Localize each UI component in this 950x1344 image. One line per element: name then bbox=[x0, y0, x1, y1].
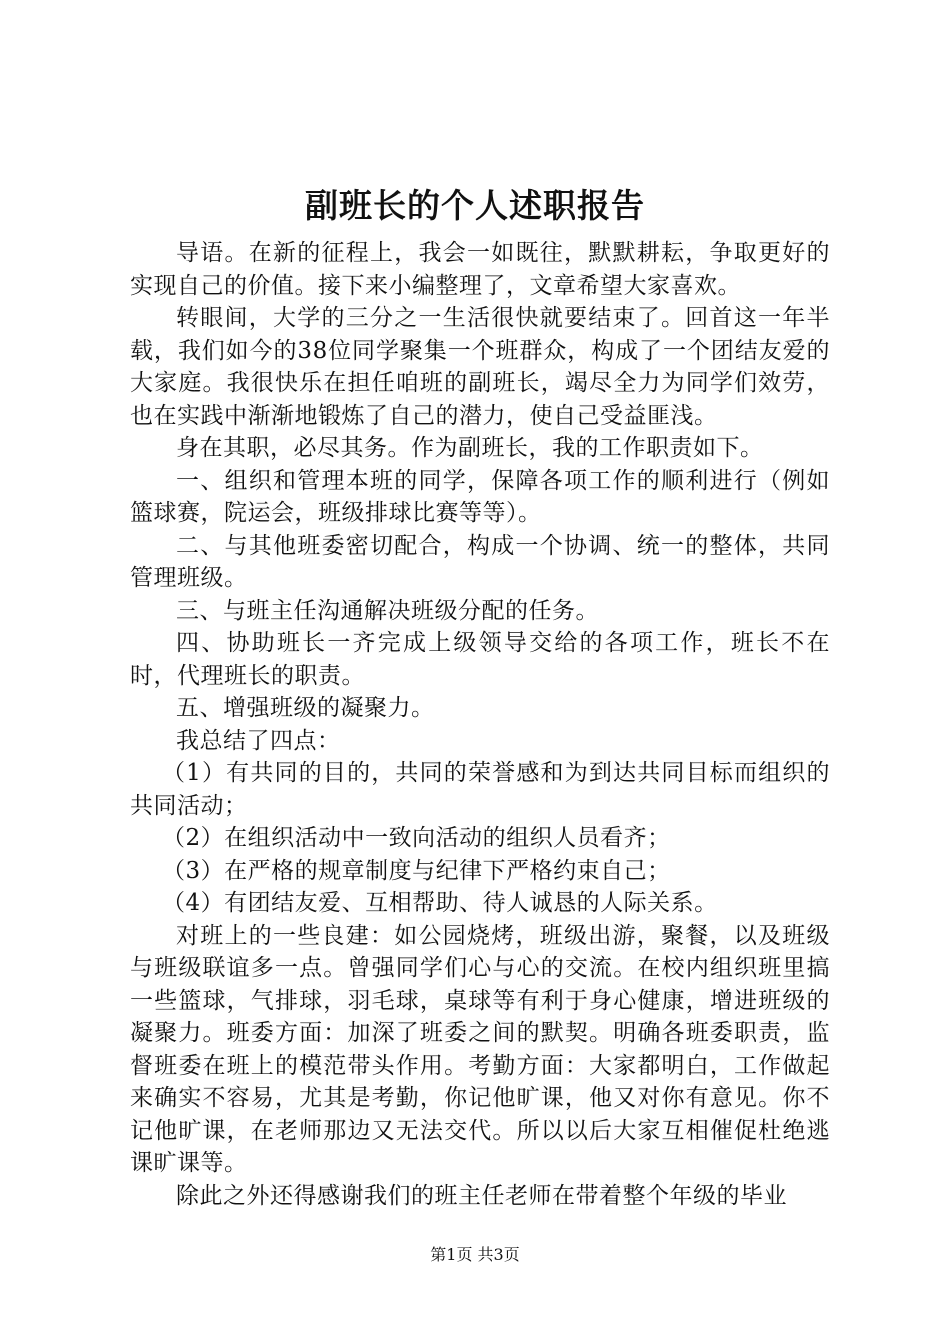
summary-point: （2）在组织活动中一致向活动的组织人员看齐； bbox=[162, 825, 671, 851]
page-title: 副班长的个人述职报告 bbox=[305, 186, 645, 225]
paragraph: 对班上的一些良建：如公园烧烤，班级出游，聚餐，以及班级与班级联谊多一点。曾强同学们心与心的交流。在校内组织班里搞一些篮球，气排球，羽毛球，桌球等有利于身心健康，增进班级的凝聚力。班委方面：加深了班委之间的默契。明确各班委职责，监督班委在班上的模范带头作用。考勤方面：大家都明白，工作做起来确实不容易，尤其是考勤，你记他旷课，他又对你有意见。你不记他旷课，在老师那边又无法交代。所以以后大家互相催促杜绝逃课旷课等。 bbox=[130, 922, 830, 1176]
paragraph: 身在其职，必尽其务。作为副班长，我的工作职责如下。 bbox=[176, 435, 764, 461]
paragraph: 除此之外还得感谢我们的班主任老师在带着整个年级的毕业 bbox=[176, 1182, 787, 1209]
paragraph-intro: 导语。在新的征程上，我会一如既往，默默耕耘，争取更好的实现自己的价值。接下来小编整理了，文章希望大家喜欢。 bbox=[130, 240, 830, 299]
duty-item: 四、协助班长一齐完成上级领导交给的各项工作，班长不在时，代理班长的职责。 bbox=[130, 630, 830, 689]
paragraph: 转眼间，大学的三分之一生活很快就要结束了。回首这一年半载，我们如今的38位同学聚集一个班群众，构成了一个团结友爱的大家庭。我很快乐在担任咱班的副班长，竭尽全力为同学们效劳，也在实践中渐渐地锻炼了自己的潜力，使自己受益匪浅。 bbox=[130, 305, 830, 429]
summary-point: （4）有团结友爱、互相帮助、待人诚恳的人际关系。 bbox=[162, 890, 718, 916]
duty-item: 二、与其他班委密切配合，构成一个协调、统一的整体，共同管理班级。 bbox=[130, 532, 830, 591]
duty-item: 一、组织和管理本班的同学，保障各项工作的顺利进行（例如篮球赛，院运会，班级排球比赛等等）。 bbox=[130, 467, 830, 526]
page-number: 第1页 共3页 bbox=[430, 1245, 520, 1264]
duty-item: 五、增强班级的凝聚力。 bbox=[176, 695, 435, 721]
summary-point: （1）有共同的目的，共同的荣誉感和为到达共同目标而组织的共同活动； bbox=[130, 760, 830, 819]
paragraph: 我总结了四点： bbox=[176, 727, 341, 754]
summary-point: （3）在严格的规章制度与纪律下严格约束自己； bbox=[162, 857, 671, 884]
duty-item: 三、与班主任沟通解决班级分配的任务。 bbox=[176, 597, 599, 624]
document-body bbox=[130, 237, 830, 1212]
